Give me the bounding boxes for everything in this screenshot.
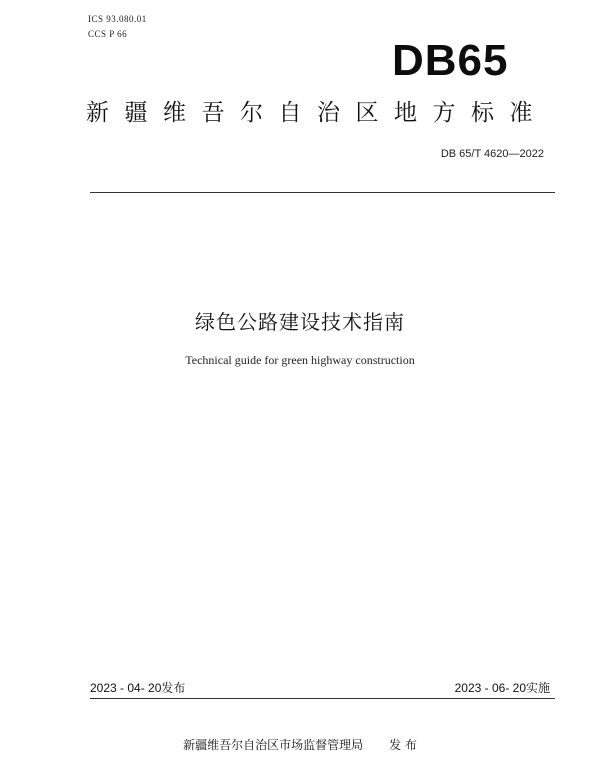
issue-date: 2023 - 04- 20发布 [90, 681, 186, 695]
implementation-date: 2023 - 06- 20实施 [454, 681, 550, 695]
standard-number: DB 65/T 4620—2022 [440, 148, 544, 160]
publish-label: 发 布 [389, 738, 417, 752]
document-title-cn: 绿色公路建设技术指南 [195, 310, 405, 334]
document-title-en: Technical guide for green highway construction [185, 353, 415, 367]
ics-code: ICS 93.080.01 [88, 14, 147, 24]
top-divider [90, 192, 555, 193]
ccs-code: CCS P 66 [88, 29, 128, 39]
standard-type-heading: 新疆维吾尔自治区地方标准 [86, 100, 548, 126]
bottom-divider [90, 698, 555, 699]
db65-logo: DB65 [392, 36, 509, 85]
publisher-line [0, 736, 600, 753]
publisher-name: 新疆维吾尔自治区市场监督管理局 [183, 738, 364, 752]
